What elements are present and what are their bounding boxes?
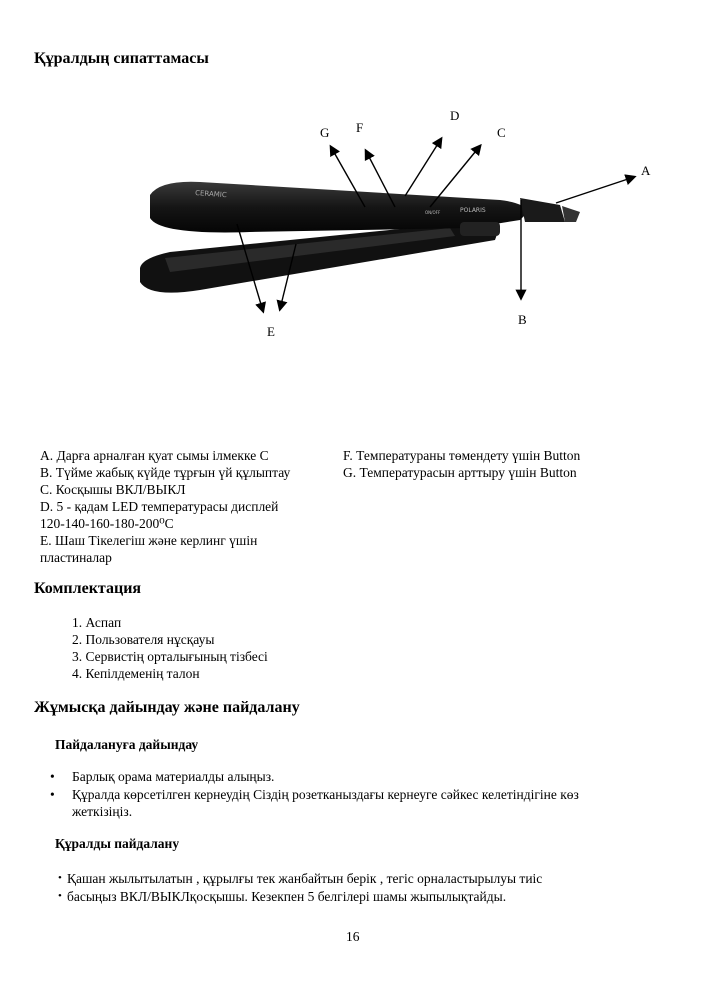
legend-item: B. Түйме жабық күйде тұрғын үй құлыптау (40, 465, 291, 480)
arrow-a (556, 177, 634, 203)
section-title-description: Құралдың сипаттамасы (34, 50, 209, 67)
bullet-item: • басыңыз ВКЛ/ВЫКЛқосқышы. Кезекпен 5 белгілері шамы жыпылықтайды. (67, 888, 506, 905)
list-item: 3. Сервистің орталығының тізбесі (72, 649, 268, 664)
straightener-upper-arm (150, 182, 580, 236)
subheading-preparation: Пайдалануға дайындау (55, 737, 199, 752)
legend-right (343, 447, 580, 481)
callout-c: C (497, 125, 506, 140)
device-brand-text: POLARIS (460, 207, 486, 214)
callout-f: F (356, 120, 364, 135)
page-number: 16 (346, 929, 360, 944)
hair-straightener-diagram (0, 100, 707, 350)
callout-b: B (518, 312, 527, 327)
svg-text:CERAMIC: CERAMIC (194, 189, 228, 200)
legend-item: D. 5 - қадам LED температурасы дисплей (40, 499, 279, 514)
callout-a: A (641, 163, 651, 178)
legend-item: E. Шаш Тікелегіш және керлинг үшін (40, 533, 258, 548)
callout-e: E (267, 324, 275, 339)
bullet-item: • Барлық орама материалды алыңыз. (72, 768, 274, 785)
subheading-usage: Құралды пайдалану (55, 836, 180, 851)
legend-item: F. Температураны төмендету үшін Button (343, 448, 581, 463)
legend-item: G. Температурасын арттыру үшін Button (343, 465, 577, 480)
legend-item: пластиналар (40, 550, 112, 565)
section-title-contents: Комплектация (34, 580, 142, 597)
contents-list (72, 614, 268, 682)
straightener-lower-arm (140, 222, 500, 293)
bullet-item: • Құралда көрсетілген кернеудің Сіздің розетканыздағы кернеуге сәйкес келетіндігіне көз (72, 786, 672, 803)
legend-item: A. Дарға арналған қуат сымы ілмекке C (40, 448, 269, 463)
legend-item: C. Косқышы ВКЛ/ВЫКЛ (40, 482, 186, 497)
callout-d: D (450, 108, 460, 123)
bullet-item-continuation: жеткізіңіз. (72, 804, 133, 819)
arrow-d (405, 139, 441, 196)
list-item: 1. Аспап (72, 615, 122, 630)
list-item: 2. Пользователя нұсқауы (72, 632, 215, 647)
bullet-item: • Қашан жылытылатын , құрылғы тек жанбайтын берік , тегіс орналастырылуы тиіс (67, 870, 542, 887)
legend-left (40, 447, 290, 566)
device-switch-text: ON/OFF (425, 210, 441, 215)
callout-g: G (320, 125, 330, 140)
legend-item: 120-140-160-180-200⁰C (40, 516, 174, 531)
section-title-usage: Жұмысқа дайындау және пайдалану (34, 699, 300, 716)
list-item: 4. Кепілдеменің талон (72, 666, 200, 681)
